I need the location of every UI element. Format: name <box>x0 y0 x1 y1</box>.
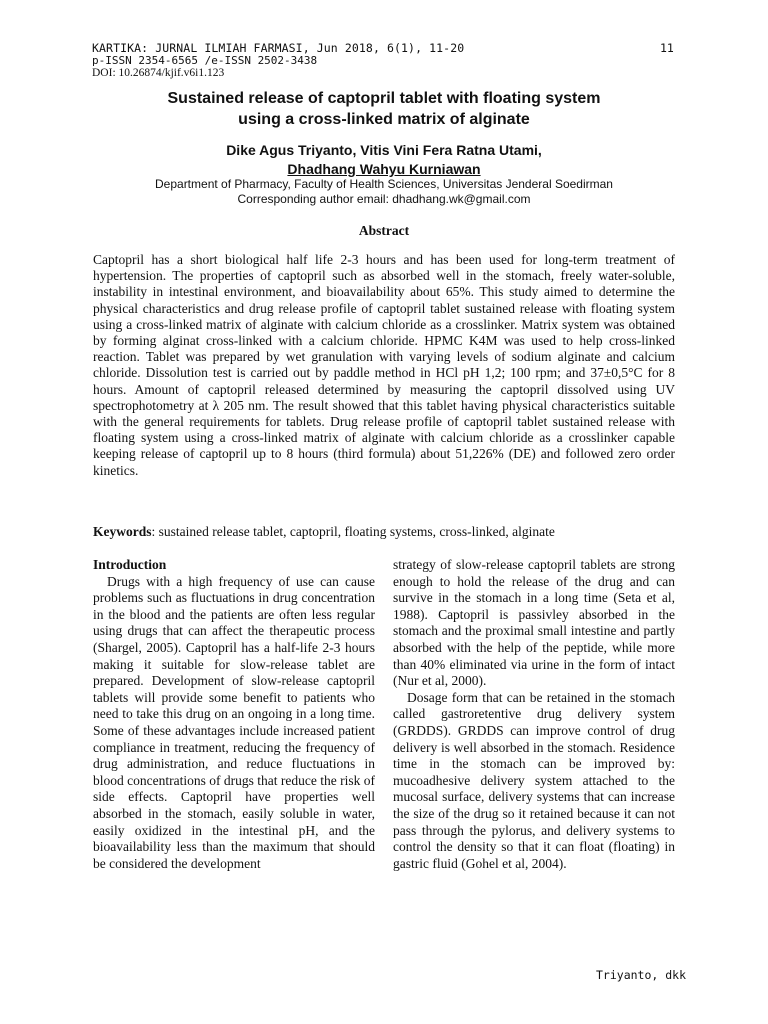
page-number: 11 <box>660 41 674 55</box>
intro-paragraph-1-continued: strategy of slow-release captopril tablets are strong enough to hold the release of the drug and can survive in the stomach in a long time (Seta et al, 1988). Captopril is passivley absorbed in the stomach and the proximal small intestine and partly absorbed with the help of the peptide, while more than 40% eliminated via urine in the form of intact (Nur et al, 2000). <box>393 557 675 689</box>
keywords-label: Keywords <box>93 524 152 539</box>
journal-citation: KARTIKA: JURNAL ILMIAH FARMASI, Jun 2018, 6(1), 11-20 <box>92 41 465 55</box>
affiliation-block <box>84 177 684 207</box>
department: Department of Pharmacy, Faculty of Health Sciences, Universitas Jenderal Soedirman <box>155 177 613 191</box>
corresponding-email: Corresponding author email: dhadhang.wk@gmail.com <box>237 192 531 206</box>
doi-line: DOI: 10.26874/kjif.v6i1.123 <box>92 67 225 79</box>
title-line-2: using a cross-linked matrix of alginate <box>238 111 530 128</box>
intro-paragraph-2: Dosage form that can be retained in the stomach called gastroretentive drug delivery system (GRDDS). GRDDS can improve control of drug delivery is well absorbed in the stomach. Residence time in the stomach can be improved by: mucoadhesive delivery system attached to the mucosal surface, delivery systems that can increase the size of the drug so it retained because it can not pass through the pylorus, and delivery systems to control the density so that it can float (floating) in gastric fluid (Gohel et al, 2004). <box>393 689 675 871</box>
keywords-line <box>93 524 675 540</box>
author-list <box>84 141 684 179</box>
introduction-heading: Introduction <box>93 557 167 572</box>
running-footer: Triyanto, dkk <box>596 968 687 982</box>
keywords-text: : sustained release tablet, captopril, floating systems, cross-linked, alginate <box>151 524 555 539</box>
abstract-heading: Abstract <box>358 223 410 238</box>
corresponding-author: Dhadhang Wahyu Kurniawan <box>287 161 481 177</box>
authors-line-1: Dike Agus Triyanto, Vitis Vini Fera Ratna Utami, <box>226 142 542 158</box>
left-column <box>93 557 375 872</box>
abstract-body: Captopril has a short biological half life 2-3 hours and has been used for long-term treatment of hypertension. The properties of captopril such as absorbed well in the stomach, freely water-soluble, instability in intestinal environment, and bioavailability about 65%. This study aimed to determine the physical characteristics and drug release profile of captopril tablet sustained release with floating system using a cross-linked matrix of alginate with calcium chloride as a crosslinker. Matrix system was obtained by forming alginat cross-linked with a calcium chloride. HPMC K4M was used to help cross-linked reaction. Tablet was prepared by wet granulation with varying levels of sodium alginate and calcium chloride. Dissolution test is carried out by paddle method in HCl pH 1,2; 100 rpm; and 37±0,5°C for 8 hours. Amount of captopril released determined by measuring the captopril dissolved using UV spectrophotometry at λ 205 nm. The result showed that this tablet having physical characteristics suitable with the general requirements for tablets. Drug release profile of captopril tablet sustained release with floating system using a cross-linked matrix of alginate with calcium chloride as a crosslinker capable keeping release of captopril up to 8 hours (third formula) about 51,226% (DE) and followed zero order kinetics. <box>93 252 675 478</box>
right-column <box>393 557 675 872</box>
title-line-1: Sustained release of captopril tablet with floating system <box>167 90 601 107</box>
intro-paragraph-1: Drugs with a high frequency of use can cause problems such as fluctuations in drug concentration in the blood and the patients are often less regular using drugs that can affect the therapeutic process (Shargel, 2005). Captopril has a half-life 2-3 hours making it suitable for slow-release tablet are prepared. Development of slow-release captopril tablets will provide some benefit to patients who need to take this drug on an ongoing in a long time. Some of these advantages include increased patient compliance in treatment, reducing the frequency of drug administration, and reduce fluctuations in blood concentrations of drugs that reduce the risk of side effects. Captopril have properties well absorbed in the stomach, easily soluble in water, easily oxidized in the intestinal pH, and the bioavailability less than the maximum that should be considered the development <box>93 573 375 871</box>
issn-line: p-ISSN 2354-6565 /e-ISSN 2502-3438 <box>92 54 318 67</box>
paper-title <box>84 88 684 130</box>
